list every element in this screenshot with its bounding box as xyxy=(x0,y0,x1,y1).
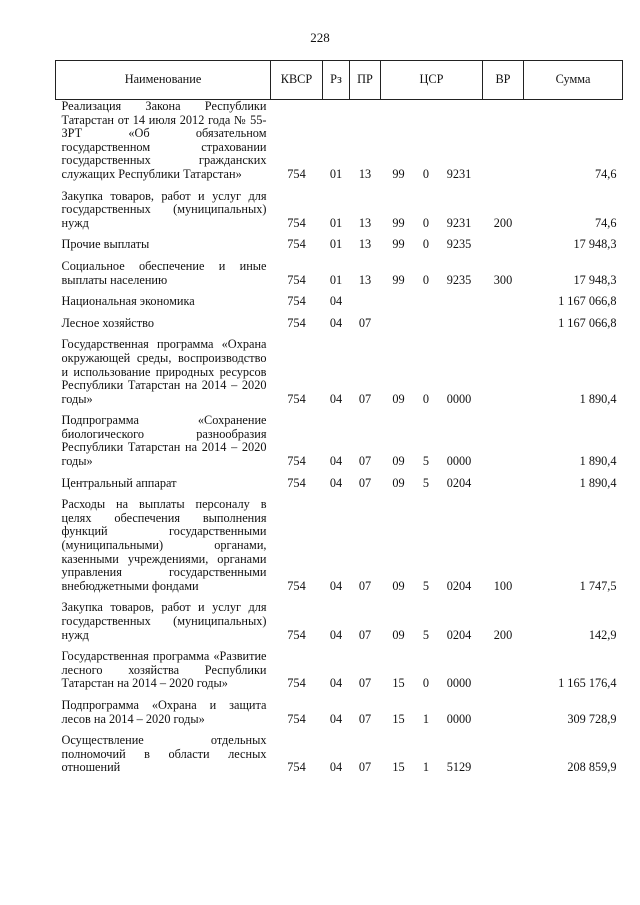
cell-name: Подпрограмма «Охрана и защита лесов на 2014 – 2020 годы» xyxy=(61,697,267,726)
cell-pr: 07 xyxy=(358,391,372,406)
cell-sum: 309 728,9 xyxy=(567,711,617,726)
header-vr: ВР xyxy=(483,61,524,100)
cell-kvsr: 754 xyxy=(287,215,306,230)
table-row xyxy=(56,186,623,235)
cell-sum: 1 167 066,8 xyxy=(558,294,617,309)
cell-csr-subprogram xyxy=(417,291,436,313)
cell-pr: 13 xyxy=(358,166,372,181)
cell-csr-direction: 9231 xyxy=(446,215,472,230)
cell-rz: 04 xyxy=(329,315,343,330)
cell-csr-direction: 0000 xyxy=(446,391,472,406)
header-kvsr: КВСР xyxy=(271,61,323,100)
table-row xyxy=(56,234,623,256)
cell-pr: 07 xyxy=(358,454,372,469)
cell-csr-subprogram: 0 xyxy=(422,272,430,287)
cell-csr-program: 99 xyxy=(392,272,405,287)
cell-vr: 200 xyxy=(493,215,513,230)
table-row xyxy=(56,291,623,313)
cell-csr-subprogram: 0 xyxy=(422,166,430,181)
cell-csr-subprogram: 0 xyxy=(422,391,430,406)
cell-rz: 04 xyxy=(329,294,343,309)
cell-csr-direction: 0204 xyxy=(446,475,472,490)
cell-pr: 07 xyxy=(358,627,372,642)
cell-kvsr: 754 xyxy=(287,237,306,252)
table-row xyxy=(56,410,623,472)
cell-csr-direction: 0000 xyxy=(446,711,472,726)
cell-vr xyxy=(483,291,524,313)
cell-csr-direction: 0204 xyxy=(446,578,472,593)
cell-kvsr: 754 xyxy=(287,760,306,775)
cell-name: Закупка товаров, работ и услуг для государственных (муниципальных) нужд xyxy=(61,600,267,642)
table-row xyxy=(56,730,623,779)
cell-pr: 07 xyxy=(358,315,372,330)
cell-csr-subprogram: 5 xyxy=(422,627,430,642)
cell-csr-subprogram: 0 xyxy=(422,215,430,230)
cell-csr-subprogram: 5 xyxy=(422,454,430,469)
cell-csr-program: 15 xyxy=(392,676,405,691)
budget-table xyxy=(55,60,623,779)
cell-kvsr: 754 xyxy=(287,578,306,593)
cell-csr-program: 09 xyxy=(392,627,405,642)
cell-csr-program: 09 xyxy=(392,454,405,469)
cell-csr-program: 09 xyxy=(392,391,405,406)
cell-rz: 01 xyxy=(329,272,343,287)
cell-rz: 01 xyxy=(329,215,343,230)
header-sum: Сумма xyxy=(524,61,623,100)
cell-pr: 13 xyxy=(358,272,372,287)
table-row xyxy=(56,100,623,186)
cell-pr: 07 xyxy=(358,760,372,775)
cell-vr xyxy=(483,730,524,779)
cell-rz: 01 xyxy=(329,166,343,181)
cell-csr-subprogram: 5 xyxy=(422,578,430,593)
cell-kvsr: 754 xyxy=(287,294,306,309)
cell-pr: 07 xyxy=(358,676,372,691)
cell-sum: 1 167 066,8 xyxy=(558,315,617,330)
cell-pr: 07 xyxy=(358,475,372,490)
cell-csr-subprogram: 0 xyxy=(422,237,430,252)
cell-csr-subprogram xyxy=(417,313,436,335)
cell-name: Реализация Закона Республики Татарстан от 14 июля 2012 года № 55-ЗРТ «Об обязательном государственном страховании государственных гражданских служащих Республики Татарстан» xyxy=(61,99,267,181)
cell-csr-program: 99 xyxy=(392,237,405,252)
cell-csr-direction: 5129 xyxy=(446,760,472,775)
cell-csr-direction xyxy=(436,313,483,335)
cell-name: Осуществление отдельных полномочий в области лесных отношений xyxy=(61,733,267,775)
cell-kvsr: 754 xyxy=(287,272,306,287)
cell-kvsr: 754 xyxy=(287,166,306,181)
table-row xyxy=(56,494,623,597)
cell-csr-subprogram: 1 xyxy=(422,711,430,726)
cell-rz: 01 xyxy=(329,237,343,252)
cell-csr-program xyxy=(381,291,417,313)
cell-vr xyxy=(483,234,524,256)
cell-vr: 200 xyxy=(493,627,513,642)
cell-sum: 17 948,3 xyxy=(573,237,617,252)
cell-sum: 17 948,3 xyxy=(573,272,617,287)
cell-sum: 142,9 xyxy=(588,627,617,642)
table-header xyxy=(56,61,623,100)
cell-name: Расходы на выплаты персоналу в целях обеспечения выполнения функций государственными (муниципальными) органами, казенными учреждениями, органами управления государственными внебюджетными фондами xyxy=(61,497,267,593)
cell-name: Закупка товаров, работ и услуг для государственных (муниципальных) нужд xyxy=(61,188,267,230)
cell-vr: 300 xyxy=(493,272,513,287)
table-row xyxy=(56,597,623,646)
table-row xyxy=(56,473,623,495)
cell-csr-direction: 9235 xyxy=(446,272,472,287)
cell-rz: 04 xyxy=(329,578,343,593)
cell-sum: 1 890,4 xyxy=(579,454,617,469)
page-number: 228 xyxy=(310,30,330,45)
cell-name: Национальная экономика xyxy=(61,294,195,309)
cell-rz: 04 xyxy=(329,627,343,642)
cell-csr-program: 15 xyxy=(392,711,405,726)
cell-pr: 13 xyxy=(358,215,372,230)
cell-csr-direction: 0000 xyxy=(446,676,472,691)
cell-vr xyxy=(483,100,524,186)
cell-csr-subprogram: 5 xyxy=(422,475,430,490)
cell-csr-subprogram: 1 xyxy=(422,760,430,775)
cell-rz: 04 xyxy=(329,711,343,726)
cell-pr xyxy=(350,291,381,313)
cell-rz: 04 xyxy=(329,760,343,775)
cell-rz: 04 xyxy=(329,475,343,490)
cell-sum: 1 747,5 xyxy=(579,578,617,593)
cell-csr-program: 99 xyxy=(392,166,405,181)
cell-csr-program: 99 xyxy=(392,215,405,230)
cell-vr xyxy=(483,646,524,695)
cell-csr-direction: 0000 xyxy=(446,454,472,469)
cell-vr xyxy=(483,695,524,730)
cell-vr: 100 xyxy=(493,578,513,593)
cell-pr: 13 xyxy=(358,237,372,252)
cell-name: Государственная программа «Охрана окружающей среды, воспроизводство и использование природных ресурсов Республики Татарстан на 2014 – 2020 годы» xyxy=(61,337,267,406)
cell-vr xyxy=(483,334,524,410)
cell-vr xyxy=(483,313,524,335)
cell-vr xyxy=(483,410,524,472)
cell-name: Центральный аппарат xyxy=(61,475,177,490)
cell-kvsr: 754 xyxy=(287,475,306,490)
table-row xyxy=(56,334,623,410)
table-row xyxy=(56,695,623,730)
cell-kvsr: 754 xyxy=(287,627,306,642)
cell-csr-direction xyxy=(436,291,483,313)
header-rz: Рз xyxy=(323,61,350,100)
cell-csr-program: 15 xyxy=(392,760,405,775)
cell-csr-direction: 9231 xyxy=(446,166,472,181)
cell-vr xyxy=(483,473,524,495)
cell-csr-direction: 0204 xyxy=(446,627,472,642)
cell-sum: 74,6 xyxy=(594,215,617,230)
cell-sum: 74,6 xyxy=(594,166,617,181)
cell-sum: 208 859,9 xyxy=(567,760,617,775)
cell-kvsr: 754 xyxy=(287,391,306,406)
cell-name: Социальное обеспечение и иные выплаты населению xyxy=(61,258,267,287)
cell-csr-program: 09 xyxy=(392,475,405,490)
cell-kvsr: 754 xyxy=(287,454,306,469)
cell-kvsr: 754 xyxy=(287,676,306,691)
cell-csr-program: 09 xyxy=(392,578,405,593)
cell-csr-subprogram: 0 xyxy=(422,676,430,691)
cell-rz: 04 xyxy=(329,391,343,406)
table-row xyxy=(56,256,623,291)
cell-pr: 07 xyxy=(358,711,372,726)
table-row xyxy=(56,646,623,695)
header-csr: ЦСР xyxy=(381,61,483,100)
header-name: Наименование xyxy=(56,61,271,100)
table-body xyxy=(56,100,623,779)
cell-sum: 1 890,4 xyxy=(579,475,617,490)
cell-sum: 1 890,4 xyxy=(579,391,617,406)
cell-csr-program xyxy=(381,313,417,335)
cell-name: Лесное хозяйство xyxy=(61,315,155,330)
cell-rz: 04 xyxy=(329,676,343,691)
cell-name: Подпрограмма «Сохранение биологического разнообразия Республики Татарстан на 2014 – 2020 годы» xyxy=(61,413,267,469)
cell-sum: 1 165 176,4 xyxy=(558,676,617,691)
header-pr: ПР xyxy=(350,61,381,100)
cell-name: Прочие выплаты xyxy=(61,237,150,252)
cell-name: Государственная программа «Развитие лесного хозяйства Республики Татарстан на 2014 – 2020 годы» xyxy=(61,649,267,691)
cell-csr-direction: 9235 xyxy=(446,237,472,252)
cell-pr: 07 xyxy=(358,578,372,593)
table-row xyxy=(56,313,623,335)
cell-kvsr: 754 xyxy=(287,711,306,726)
cell-rz: 04 xyxy=(329,454,343,469)
cell-kvsr: 754 xyxy=(287,315,306,330)
